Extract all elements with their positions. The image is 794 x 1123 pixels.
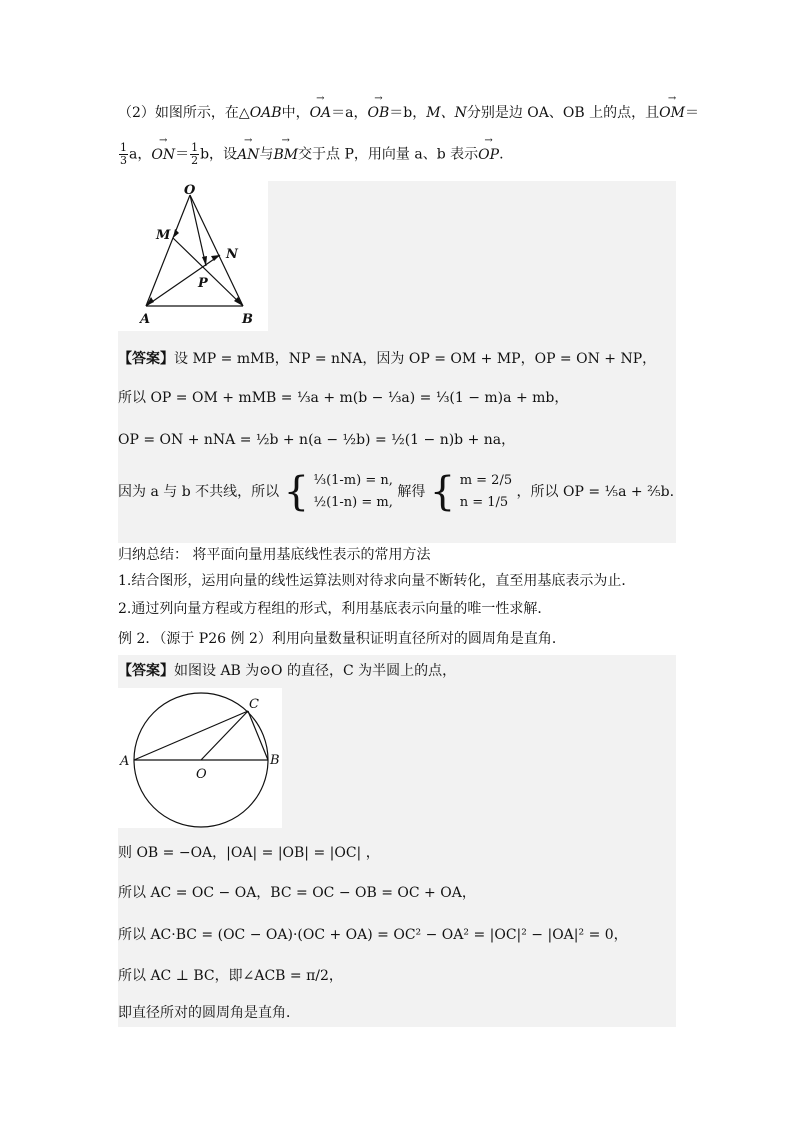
answer-2-line-4: 所以 AC·BC = (OC − OA)·(OC + OA) = OC² − OA² = |OC|² − |OA|² = 0， xyxy=(118,927,628,943)
answer-2-line-3: 所以 AC = OC − OA，BC = OC − OB = OC + OA， xyxy=(118,885,476,901)
label-b2: B xyxy=(270,753,280,768)
answer-2-line-6: 即直径所对的圆周角是直角． xyxy=(118,1005,300,1021)
answer-2-line-1: 【答案】如图设 AB 为⊙O 的直径，C 为半圆上的点， xyxy=(118,663,457,679)
summary-title: 归纳总结： 将平面向量用基底线性表示的常用方法 xyxy=(118,547,431,563)
label-m: M xyxy=(156,228,171,243)
label-a: A xyxy=(140,312,151,327)
figure-circle xyxy=(118,688,282,828)
fraction-one-half: $\frac{1}{2}$ xyxy=(191,141,199,167)
label-p: P xyxy=(198,276,208,291)
left-brace: { xyxy=(283,469,310,515)
segment-an xyxy=(146,255,220,306)
label-c2: C xyxy=(249,697,259,712)
side-oa xyxy=(146,195,190,306)
question-2-line-1: （2）如图所示，在△OAB中，→ OA＝a，→ OB＝b，M、N分别是边 OA、OB 上的点，且→ OM＝ xyxy=(118,103,699,123)
solution-system: m = 2/5 n = 1/5 xyxy=(459,473,513,510)
answer-2-line-2: 则 OB = −OA，|OA| = |OB| = |OC| ， xyxy=(118,845,380,861)
label-b: B xyxy=(242,312,253,327)
figure-triangle-oab xyxy=(118,181,268,331)
left-brace-solution: { xyxy=(429,469,456,515)
answer-1-line-4: 因为 a 与 b 不共线，所以 { ⅓(1-m) = n, ½(1-n) = m, 解得 { m = 2/5 n = 1/5 ，所以 OP = ⅕a + ⅖b. xyxy=(118,469,675,515)
radius-oc xyxy=(201,711,248,760)
segment-op xyxy=(190,195,206,266)
question-2-line-2: $\frac{1}{3}$ a，→ ON＝ $\frac{1}{2}$ b，设→ AN与→ BM交于点 P，用向量 a、b 表示→ OP. xyxy=(118,142,504,167)
summary-item-1: 1.结合图形，运用向量的线性运算法则对待求向量不断转化，直至用基底表示为止． xyxy=(118,573,636,589)
chord-ac xyxy=(134,711,248,760)
answer-2-line-5: 所以 AC ⊥ BC，即∠ACB = π/2， xyxy=(118,968,343,984)
summary-item-2: 2.通过列向量方程或方程组的形式，利用基底表示向量的唯一性求解． xyxy=(118,601,552,617)
label-n: N xyxy=(226,247,238,262)
arrow-head-m xyxy=(173,229,179,238)
fraction-one-third: $\frac{1}{3}$ xyxy=(120,141,127,167)
answer-1-line-1: 【答案】设 MP = mMB，NP = nNA，因为 OP = OM + MP，OP = ON + NP， xyxy=(118,351,657,367)
label-o2: O xyxy=(196,767,207,782)
label-o: O xyxy=(184,183,196,198)
answer-1-line-2: 所以 OP = OM + mMB = ⅓a + m(b − ⅓a) = ⅓(1 − m)a + mb， xyxy=(118,390,569,406)
example-2-title: 例 2．（源于 P26 例 2）利用向量数量积证明直径所对的圆周角是直角． xyxy=(118,631,566,647)
chord-bc xyxy=(248,711,268,760)
label-a2: A xyxy=(120,754,130,769)
equation-system: ⅓(1-m) = n, ½(1-n) = m, xyxy=(313,473,393,510)
answer-1-line-3: OP = ON + nNA = ½b + n(a − ½b) = ½(1 − n)b + na， xyxy=(118,432,516,448)
